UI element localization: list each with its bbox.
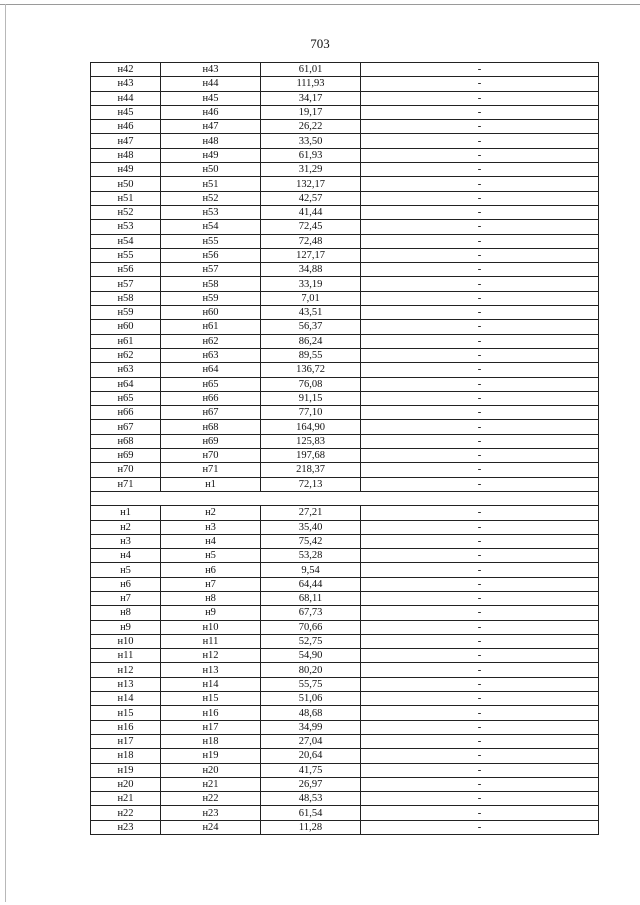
length-cell: 48,53 bbox=[261, 792, 361, 806]
from-point-cell: н59 bbox=[91, 306, 161, 320]
from-point-cell: н52 bbox=[91, 205, 161, 219]
table-row bbox=[91, 634, 599, 648]
boundary-segments-table bbox=[90, 62, 599, 835]
length-cell: 34,99 bbox=[261, 720, 361, 734]
to-point-cell: н13 bbox=[161, 663, 261, 677]
table-row bbox=[91, 563, 599, 577]
length-cell: 33,19 bbox=[261, 277, 361, 291]
table-row bbox=[91, 77, 599, 91]
length-cell: 76,08 bbox=[261, 377, 361, 391]
to-point-cell: н3 bbox=[161, 520, 261, 534]
note-cell: - bbox=[361, 692, 599, 706]
to-point-cell: н19 bbox=[161, 749, 261, 763]
table-row bbox=[91, 449, 599, 463]
length-cell: 35,40 bbox=[261, 520, 361, 534]
table-row bbox=[91, 706, 599, 720]
length-cell: 34,17 bbox=[261, 91, 361, 105]
from-point-cell: н58 bbox=[91, 291, 161, 305]
length-cell: 91,15 bbox=[261, 391, 361, 405]
from-point-cell: н10 bbox=[91, 634, 161, 648]
table-row bbox=[91, 334, 599, 348]
to-point-cell: н7 bbox=[161, 577, 261, 591]
length-cell: 197,68 bbox=[261, 449, 361, 463]
length-cell: 72,48 bbox=[261, 234, 361, 248]
to-point-cell: н68 bbox=[161, 420, 261, 434]
table-row bbox=[91, 606, 599, 620]
length-cell: 64,44 bbox=[261, 577, 361, 591]
length-cell: 51,06 bbox=[261, 692, 361, 706]
note-cell: - bbox=[361, 434, 599, 448]
table-row bbox=[91, 591, 599, 605]
length-cell: 53,28 bbox=[261, 549, 361, 563]
note-cell: - bbox=[361, 420, 599, 434]
note-cell: - bbox=[361, 820, 599, 834]
to-point-cell: н43 bbox=[161, 63, 261, 77]
length-cell: 61,01 bbox=[261, 63, 361, 77]
from-point-cell: н3 bbox=[91, 534, 161, 548]
note-cell: - bbox=[361, 591, 599, 605]
table-row bbox=[91, 792, 599, 806]
length-cell: 86,24 bbox=[261, 334, 361, 348]
table-row bbox=[91, 734, 599, 748]
length-cell: 41,75 bbox=[261, 763, 361, 777]
length-cell: 7,01 bbox=[261, 291, 361, 305]
to-point-cell: н14 bbox=[161, 677, 261, 691]
to-point-cell: н4 bbox=[161, 534, 261, 548]
table-row bbox=[91, 320, 599, 334]
to-point-cell: н58 bbox=[161, 277, 261, 291]
to-point-cell: н60 bbox=[161, 306, 261, 320]
note-cell: - bbox=[361, 677, 599, 691]
page-top-edge bbox=[0, 4, 640, 5]
table-row bbox=[91, 649, 599, 663]
note-cell: - bbox=[361, 777, 599, 791]
to-point-cell: н21 bbox=[161, 777, 261, 791]
length-cell: 68,11 bbox=[261, 591, 361, 605]
length-cell: 75,42 bbox=[261, 534, 361, 548]
from-point-cell: н13 bbox=[91, 677, 161, 691]
note-cell: - bbox=[361, 91, 599, 105]
to-point-cell: н49 bbox=[161, 148, 261, 162]
table-row bbox=[91, 391, 599, 405]
note-cell: - bbox=[361, 320, 599, 334]
to-point-cell: н9 bbox=[161, 606, 261, 620]
from-point-cell: н9 bbox=[91, 620, 161, 634]
length-cell: 72,13 bbox=[261, 477, 361, 491]
length-cell: 72,45 bbox=[261, 220, 361, 234]
table-row bbox=[91, 406, 599, 420]
table-row bbox=[91, 348, 599, 362]
from-point-cell: н20 bbox=[91, 777, 161, 791]
separator-cell bbox=[91, 491, 599, 505]
note-cell: - bbox=[361, 105, 599, 119]
note-cell: - bbox=[361, 306, 599, 320]
to-point-cell: н61 bbox=[161, 320, 261, 334]
table-row bbox=[91, 148, 599, 162]
note-cell: - bbox=[361, 449, 599, 463]
length-cell: 164,90 bbox=[261, 420, 361, 434]
note-cell: - bbox=[361, 391, 599, 405]
table-row bbox=[91, 220, 599, 234]
table-row bbox=[91, 806, 599, 820]
table-row bbox=[91, 234, 599, 248]
note-cell: - bbox=[361, 477, 599, 491]
note-cell: - bbox=[361, 220, 599, 234]
length-cell: 31,29 bbox=[261, 163, 361, 177]
length-cell: 55,75 bbox=[261, 677, 361, 691]
length-cell: 42,57 bbox=[261, 191, 361, 205]
note-cell: - bbox=[361, 463, 599, 477]
from-point-cell: н66 bbox=[91, 406, 161, 420]
note-cell: - bbox=[361, 763, 599, 777]
note-cell: - bbox=[361, 620, 599, 634]
note-cell: - bbox=[361, 534, 599, 548]
table-row bbox=[91, 63, 599, 77]
from-point-cell: н45 bbox=[91, 105, 161, 119]
table-row bbox=[91, 549, 599, 563]
length-cell: 70,66 bbox=[261, 620, 361, 634]
length-cell: 43,51 bbox=[261, 306, 361, 320]
note-cell: - bbox=[361, 406, 599, 420]
from-point-cell: н2 bbox=[91, 520, 161, 534]
note-cell: - bbox=[361, 248, 599, 262]
note-cell: - bbox=[361, 263, 599, 277]
note-cell: - bbox=[361, 520, 599, 534]
note-cell: - bbox=[361, 163, 599, 177]
note-cell: - bbox=[361, 377, 599, 391]
to-point-cell: н18 bbox=[161, 734, 261, 748]
length-cell: 218,37 bbox=[261, 463, 361, 477]
to-point-cell: н70 bbox=[161, 449, 261, 463]
to-point-cell: н45 bbox=[161, 91, 261, 105]
note-cell: - bbox=[361, 563, 599, 577]
table-row bbox=[91, 377, 599, 391]
to-point-cell: н2 bbox=[161, 506, 261, 520]
table-row bbox=[91, 163, 599, 177]
note-cell: - bbox=[361, 549, 599, 563]
table-row bbox=[91, 191, 599, 205]
to-point-cell: н63 bbox=[161, 348, 261, 362]
note-cell: - bbox=[361, 663, 599, 677]
table-row bbox=[91, 677, 599, 691]
from-point-cell: н21 bbox=[91, 792, 161, 806]
from-point-cell: н17 bbox=[91, 734, 161, 748]
note-cell: - bbox=[361, 348, 599, 362]
from-point-cell: н18 bbox=[91, 749, 161, 763]
page-number: 703 bbox=[310, 36, 330, 51]
table-row bbox=[91, 534, 599, 548]
table-row bbox=[91, 506, 599, 520]
from-point-cell: н50 bbox=[91, 177, 161, 191]
note-cell: - bbox=[361, 148, 599, 162]
length-cell: 54,90 bbox=[261, 649, 361, 663]
from-point-cell: н43 bbox=[91, 77, 161, 91]
note-cell: - bbox=[361, 205, 599, 219]
page-left-edge bbox=[5, 4, 6, 902]
table-row bbox=[91, 263, 599, 277]
to-point-cell: н10 bbox=[161, 620, 261, 634]
table-row bbox=[91, 777, 599, 791]
to-point-cell: н5 bbox=[161, 549, 261, 563]
to-point-cell: н52 bbox=[161, 191, 261, 205]
from-point-cell: н7 bbox=[91, 591, 161, 605]
to-point-cell: н16 bbox=[161, 706, 261, 720]
to-point-cell: н20 bbox=[161, 763, 261, 777]
to-point-cell: н15 bbox=[161, 692, 261, 706]
table-row bbox=[91, 520, 599, 534]
table-row bbox=[91, 577, 599, 591]
to-point-cell: н57 bbox=[161, 263, 261, 277]
from-point-cell: н55 bbox=[91, 248, 161, 262]
to-point-cell: н65 bbox=[161, 377, 261, 391]
from-point-cell: н6 bbox=[91, 577, 161, 591]
to-point-cell: н1 bbox=[161, 477, 261, 491]
from-point-cell: н63 bbox=[91, 363, 161, 377]
length-cell: 52,75 bbox=[261, 634, 361, 648]
to-point-cell: н50 bbox=[161, 163, 261, 177]
table-row bbox=[91, 363, 599, 377]
length-cell: 9,54 bbox=[261, 563, 361, 577]
table-row bbox=[91, 434, 599, 448]
table-row bbox=[91, 91, 599, 105]
from-point-cell: н42 bbox=[91, 63, 161, 77]
to-point-cell: н66 bbox=[161, 391, 261, 405]
note-cell: - bbox=[361, 734, 599, 748]
length-cell: 26,97 bbox=[261, 777, 361, 791]
length-cell: 77,10 bbox=[261, 406, 361, 420]
from-point-cell: н68 bbox=[91, 434, 161, 448]
from-point-cell: н5 bbox=[91, 563, 161, 577]
to-point-cell: н46 bbox=[161, 105, 261, 119]
note-cell: - bbox=[361, 806, 599, 820]
to-point-cell: н11 bbox=[161, 634, 261, 648]
table-row bbox=[91, 248, 599, 262]
to-point-cell: н59 bbox=[161, 291, 261, 305]
from-point-cell: н67 bbox=[91, 420, 161, 434]
note-cell: - bbox=[361, 720, 599, 734]
from-point-cell: н14 bbox=[91, 692, 161, 706]
from-point-cell: н64 bbox=[91, 377, 161, 391]
from-point-cell: н15 bbox=[91, 706, 161, 720]
to-point-cell: н6 bbox=[161, 563, 261, 577]
from-point-cell: н61 bbox=[91, 334, 161, 348]
note-cell: - bbox=[361, 120, 599, 134]
length-cell: 111,93 bbox=[261, 77, 361, 91]
length-cell: 34,88 bbox=[261, 263, 361, 277]
note-cell: - bbox=[361, 334, 599, 348]
from-point-cell: н23 bbox=[91, 820, 161, 834]
table-row bbox=[91, 291, 599, 305]
note-cell: - bbox=[361, 291, 599, 305]
to-point-cell: н51 bbox=[161, 177, 261, 191]
table-row bbox=[91, 306, 599, 320]
from-point-cell: н44 bbox=[91, 91, 161, 105]
table-row bbox=[91, 177, 599, 191]
from-point-cell: н12 bbox=[91, 663, 161, 677]
note-cell: - bbox=[361, 177, 599, 191]
from-point-cell: н4 bbox=[91, 549, 161, 563]
note-cell: - bbox=[361, 634, 599, 648]
note-cell: - bbox=[361, 363, 599, 377]
length-cell: 19,17 bbox=[261, 105, 361, 119]
from-point-cell: н49 bbox=[91, 163, 161, 177]
from-point-cell: н11 bbox=[91, 649, 161, 663]
table-row bbox=[91, 749, 599, 763]
to-point-cell: н53 bbox=[161, 205, 261, 219]
to-point-cell: н47 bbox=[161, 120, 261, 134]
section-separator-row bbox=[91, 491, 599, 505]
to-point-cell: н55 bbox=[161, 234, 261, 248]
table-row bbox=[91, 420, 599, 434]
note-cell: - bbox=[361, 506, 599, 520]
note-cell: - bbox=[361, 134, 599, 148]
length-cell: 33,50 bbox=[261, 134, 361, 148]
from-point-cell: н56 bbox=[91, 263, 161, 277]
table-row bbox=[91, 105, 599, 119]
table-row bbox=[91, 205, 599, 219]
from-point-cell: н8 bbox=[91, 606, 161, 620]
length-cell: 27,04 bbox=[261, 734, 361, 748]
note-cell: - bbox=[361, 577, 599, 591]
length-cell: 89,55 bbox=[261, 348, 361, 362]
to-point-cell: н12 bbox=[161, 649, 261, 663]
length-cell: 125,83 bbox=[261, 434, 361, 448]
note-cell: - bbox=[361, 277, 599, 291]
to-point-cell: н54 bbox=[161, 220, 261, 234]
from-point-cell: н65 bbox=[91, 391, 161, 405]
length-cell: 61,54 bbox=[261, 806, 361, 820]
note-cell: - bbox=[361, 77, 599, 91]
table-row bbox=[91, 692, 599, 706]
from-point-cell: н70 bbox=[91, 463, 161, 477]
to-point-cell: н71 bbox=[161, 463, 261, 477]
table-row bbox=[91, 620, 599, 634]
to-point-cell: н56 bbox=[161, 248, 261, 262]
note-cell: - bbox=[361, 191, 599, 205]
from-point-cell: н53 bbox=[91, 220, 161, 234]
to-point-cell: н64 bbox=[161, 363, 261, 377]
note-cell: - bbox=[361, 63, 599, 77]
length-cell: 26,22 bbox=[261, 120, 361, 134]
length-cell: 20,64 bbox=[261, 749, 361, 763]
to-point-cell: н67 bbox=[161, 406, 261, 420]
table-row bbox=[91, 120, 599, 134]
from-point-cell: н71 bbox=[91, 477, 161, 491]
length-cell: 27,21 bbox=[261, 506, 361, 520]
length-cell: 67,73 bbox=[261, 606, 361, 620]
from-point-cell: н22 bbox=[91, 806, 161, 820]
length-cell: 61,93 bbox=[261, 148, 361, 162]
length-cell: 80,20 bbox=[261, 663, 361, 677]
from-point-cell: н48 bbox=[91, 148, 161, 162]
note-cell: - bbox=[361, 234, 599, 248]
from-point-cell: н69 bbox=[91, 449, 161, 463]
to-point-cell: н69 bbox=[161, 434, 261, 448]
table-body bbox=[91, 63, 599, 835]
length-cell: 56,37 bbox=[261, 320, 361, 334]
to-point-cell: н23 bbox=[161, 806, 261, 820]
length-cell: 48,68 bbox=[261, 706, 361, 720]
from-point-cell: н60 bbox=[91, 320, 161, 334]
table-row bbox=[91, 477, 599, 491]
to-point-cell: н17 bbox=[161, 720, 261, 734]
length-cell: 41,44 bbox=[261, 205, 361, 219]
length-cell: 11,28 bbox=[261, 820, 361, 834]
table-row bbox=[91, 134, 599, 148]
from-point-cell: н57 bbox=[91, 277, 161, 291]
note-cell: - bbox=[361, 792, 599, 806]
table-row bbox=[91, 463, 599, 477]
table-row bbox=[91, 663, 599, 677]
length-cell: 127,17 bbox=[261, 248, 361, 262]
from-point-cell: н1 bbox=[91, 506, 161, 520]
from-point-cell: н47 bbox=[91, 134, 161, 148]
note-cell: - bbox=[361, 749, 599, 763]
table-row bbox=[91, 277, 599, 291]
from-point-cell: н19 bbox=[91, 763, 161, 777]
from-point-cell: н46 bbox=[91, 120, 161, 134]
from-point-cell: н51 bbox=[91, 191, 161, 205]
to-point-cell: н24 bbox=[161, 820, 261, 834]
note-cell: - bbox=[361, 706, 599, 720]
from-point-cell: н54 bbox=[91, 234, 161, 248]
to-point-cell: н48 bbox=[161, 134, 261, 148]
to-point-cell: н22 bbox=[161, 792, 261, 806]
table-row bbox=[91, 820, 599, 834]
to-point-cell: н8 bbox=[161, 591, 261, 605]
to-point-cell: н44 bbox=[161, 77, 261, 91]
to-point-cell: н62 bbox=[161, 334, 261, 348]
length-cell: 132,17 bbox=[261, 177, 361, 191]
note-cell: - bbox=[361, 649, 599, 663]
length-cell: 136,72 bbox=[261, 363, 361, 377]
table-row bbox=[91, 763, 599, 777]
from-point-cell: н16 bbox=[91, 720, 161, 734]
note-cell: - bbox=[361, 606, 599, 620]
from-point-cell: н62 bbox=[91, 348, 161, 362]
table-row bbox=[91, 720, 599, 734]
